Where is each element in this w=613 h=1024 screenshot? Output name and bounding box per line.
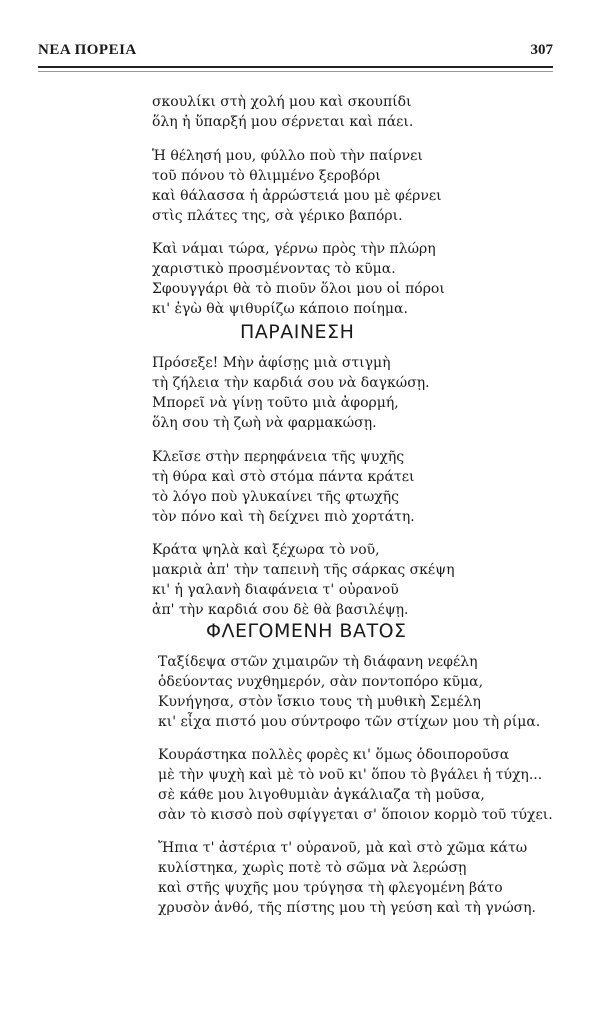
poem-line: Ἤπια τ' ἀστέρια τ' οὐρανοῦ, μὰ καὶ στὸ χῶμα κάτω <box>158 840 528 856</box>
poem-line: τὸ λόγο ποὺ γλυκαίνει τῆς φτωχῆς <box>152 489 400 505</box>
poem-line: κι' ἐγὼ θὰ ψιθυρίζω κάποιο ποίημα. <box>152 301 408 317</box>
poem-line: τοῦ πόνου τὸ θλιμμένο ξεροβόρι <box>152 168 381 184</box>
poem-line: ὅλη ἡ ὕπαρξή μου σέρνεται καὶ πάει. <box>152 114 414 130</box>
journal-title: ΝΕΑ ΠΟΡΕΙΑ <box>38 42 137 58</box>
poem-line: σὰν τὸ κισσὸ ποὺ σφίγγεται σ' ὅποιον κορμὸ τοῦ τύχει. <box>158 807 553 823</box>
poem-line: Σφουγγάρι θὰ τὸ πιοῦν ὅλοι μου οἱ πόροι <box>152 281 445 297</box>
header-rule <box>38 66 553 68</box>
poem-line: Κλεῖσε στὴν περηφάνεια τῆς ψυχῆς <box>152 449 405 465</box>
poem-line: τὴ ζήλεια τὴν καρδιά σου νὰ δαγκώσῃ. <box>152 375 430 391</box>
poem-line: σκουλίκι στὴ χολή μου καὶ σκουπίδι <box>152 94 412 110</box>
poem-title: ΠΑΡΑΙΝΕΣΗ <box>240 321 355 343</box>
poem-line: Πρόσεξε! Μὴν ἀφίσῃς μιὰ στιγμὴ <box>152 355 391 371</box>
poem-line: Κουράστηκα πολλὲς φορὲς κι' ὅμως ὁδοιποροῦσα <box>158 747 510 763</box>
poem-line: κι' ἡ γαλανὴ διαφάνεια τ' οὐρανοῦ <box>152 582 399 598</box>
poem-line: Ταξίδεψα στῶν χιμαιρῶν τὴ διάφανη νεφέλη <box>158 654 478 670</box>
page-header <box>38 42 553 66</box>
poem-line: καὶ στῆς ψυχῆς μου τρύγησα τὴ φλεγομένη βάτο <box>158 880 503 896</box>
poem-line: ὁδεύοντας νυχθημερόν, σὰν ποντοπόρο κῦμα, <box>158 674 484 690</box>
poem-line: καὶ θάλασσα ἡ ἀρρώστειά μου μὲ φέρνει <box>152 188 442 204</box>
poem-line: Κυνήγησα, στὸν ἴσκιο τους τὴ μυθικὴ Σεμέλη <box>158 694 481 710</box>
poem-title: ΦΛΕΓΟΜΕΝΗ ΒΑΤΟΣ <box>206 620 407 642</box>
poem-line: ἀπ' τὴν καρδιά σου δὲ θὰ βασιλέψῃ. <box>152 602 409 618</box>
poem-line: χαριστικὸ προσμένοντας τὸ κῦμα. <box>152 261 396 277</box>
poem-line: μὲ τὴν ψυχὴ καὶ μὲ τὸ νοῦ κι' ὅπου τὸ βγάλει ἡ τύχη... <box>158 767 543 783</box>
poem-line: Καὶ νάμαι τώρα, γέρνω πρὸς τὴν πλώρη <box>152 241 436 257</box>
page-number: 307 <box>530 42 553 58</box>
poem-line: τὸν πόνο καὶ τὴ δείχνει πιὸ χορτάτη. <box>152 509 415 525</box>
poem-line: σὲ κάθε μου λιγοθυμιὰν ἀγκάλιαζα τὴ μοῦσα, <box>158 787 485 803</box>
poem-line: Ἡ θέλησή μου, φύλλο ποὺ τὴν παίρνει <box>152 148 423 164</box>
poem-line: κυλίστηκα, χωρὶς ποτὲ τὸ σῶμα νὰ λερώσῃ <box>158 860 467 876</box>
poem-line: Μπορεῖ νὰ γίνῃ τοῦτο μιὰ ἀφορμή, <box>152 395 399 411</box>
poem-line: στὶς πλάτες της, σὰ γέρικο βαπόρι. <box>152 208 403 224</box>
header-rule-thin <box>38 71 553 72</box>
poem-line: Κράτα ψηλὰ καὶ ξέχωρα τὸ νοῦ, <box>152 542 380 558</box>
poem-line: μακριὰ ἀπ' τὴν ταπεινὴ τῆς σάρκας σκέψη <box>152 562 455 578</box>
poem-line: χρυσὸν ἀνθό, τῆς πίστης μου τὴ γεύση καὶ τὴ γνώση. <box>158 900 536 916</box>
poem-line: τὴ θύρα καὶ στὸ στόμα πάντα κράτει <box>152 469 415 485</box>
poem-line: κι' εἶχα πιστό μου σύντροφο τῶν στίχων μου τὴ ρίμα. <box>158 714 541 730</box>
poem-line: ὅλη σου τὴ ζωὴ νὰ φαρμακώσῃ. <box>152 415 377 431</box>
